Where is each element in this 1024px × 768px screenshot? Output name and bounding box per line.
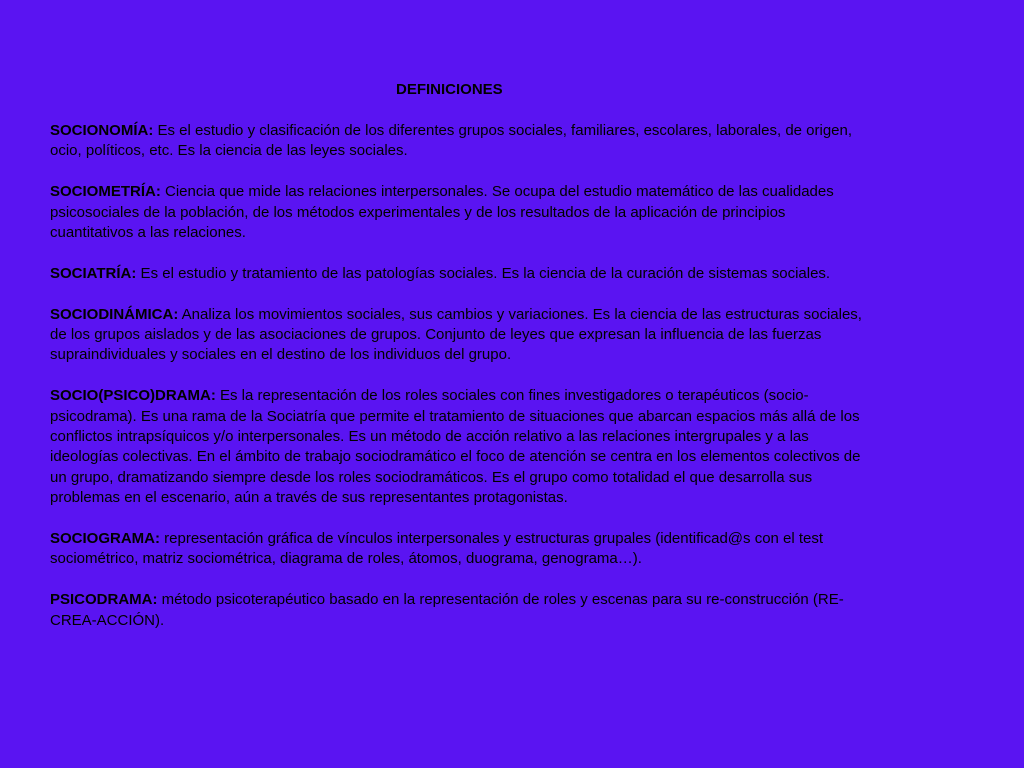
definition-text: Analiza los movimientos sociales, sus cambios y variaciones. Es la ciencia de las estructuras sociales, de los grupos aislados y de las asociaciones de grupos. Conjunto de leyes que expresan la influencia de las fuerzas supraindividuales y sociales en el destino de los individuos del grupo.: [50, 305, 862, 364]
definition-term: PSICODRAMA:: [50, 591, 158, 609]
definition-term: SOCIONOMÍA:: [50, 122, 154, 139]
definition-text: Es la representación de los roles sociales con fines investigadores o terapéuticos (socio-psicodrama). Es una rama de la Sociatría que permite el tratamiento de situaciones que abarcan espacios más allá de los conflictos intrapsíquicos y/o interpersonales. Es un método de acción relativo a las relaciones intergrupales y a las ideologías colectivas. En el ámbito de trabajo sociodramático el foco de atención se centra en los elementos colectivos de un grupo, dramatizando siempre desde los roles sociodramáticos. Es el grupo como totalidad el que desarrolla sus problemas en el escenario, aún a través de sus representantes protagonistas.: [50, 387, 861, 507]
definition-text: representación gráfica de vínculos interpersonales y estructuras grupales (identificad@s con el test sociométrico, matriz sociométrica, diagrama de roles, átomos, duograma, genograma…).: [50, 530, 824, 568]
definition-text: Es el estudio y clasificación de los diferentes grupos sociales, familiares, escolares, laborales, de origen, ocio, políticos, etc. Es la ciencia de las leyes sociales.: [50, 122, 853, 160]
definition-term: SOCIOMETRÍA:: [50, 183, 161, 201]
definition-entry-sociograma: [50, 529, 870, 570]
definition-entry-socionomia: [50, 121, 870, 162]
definition-term: SOCIO(PSICO)DRAMA:: [50, 387, 216, 405]
definition-entry-sociodinamica: [50, 305, 870, 366]
slide-title: DEFINICIONES: [396, 81, 503, 98]
definition-text: método psicoterapéutico basado en la representación de roles y escenas para su re-construcción (RE-CREA-ACCIÓN).: [50, 591, 844, 629]
definition-entry-sociometria: [50, 182, 870, 243]
definition-entry-psicodrama: [50, 590, 870, 631]
definition-entry-sociatria: [50, 264, 870, 284]
definition-term: SOCIODINÁMICA:: [50, 305, 179, 323]
definition-term: SOCIATRÍA:: [50, 264, 137, 282]
definition-text: Es el estudio y tratamiento de las patologías sociales. Es la ciencia de la curación de sistemas sociales.: [136, 264, 831, 282]
definitions-list: [50, 121, 870, 651]
definition-text: Ciencia que mide las relaciones interpersonales. Se ocupa del estudio matemático de las cualidades psicosociales de la población, de los métodos experimentales y de los resultados de la aplicación de principios cuantitativos a las relaciones.: [50, 183, 834, 242]
definition-entry-sociopsicodrama: [50, 386, 870, 508]
definition-term: SOCIOGRAMA:: [50, 530, 160, 548]
